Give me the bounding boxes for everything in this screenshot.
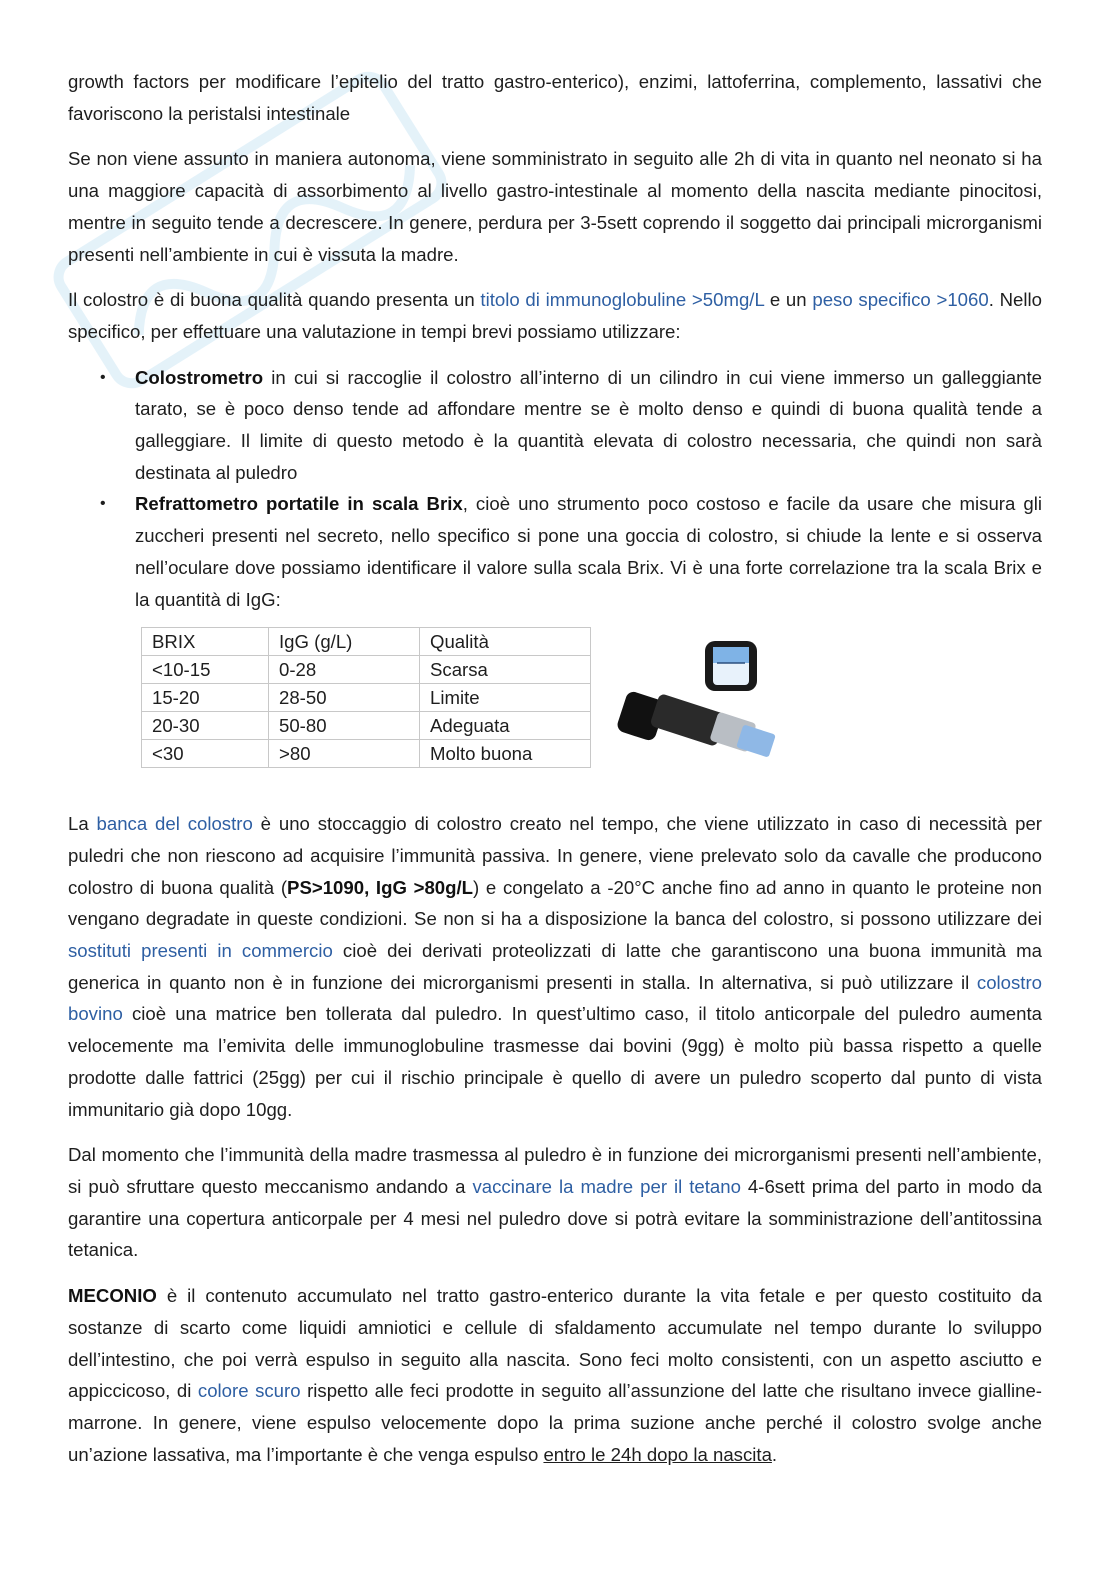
bullet-icon: • bbox=[100, 495, 106, 513]
highlight-substitutes: sostituti presenti in commercio bbox=[68, 940, 333, 962]
highlight-tetanus-vaccination: vaccinare la madre per il tetano bbox=[472, 1175, 741, 1197]
document-page bbox=[68, 66, 1042, 1484]
highlight-colostrum-bank: banca del colostro bbox=[96, 813, 253, 835]
list-item-refrattometro: • Refrattometro portatile in scala Brix, cioè uno strumento poco costoso e facile da usare che misura gli zuccheri presenti nel secreto, nello specifico si pone una goccia di colostro, si chiude la lente e si osserva nell’oculare dove possiamo identificare il valore sulla scala Brix. Vi è una forte correlazione tra la scala Brix e la quantità di IgG: bbox=[68, 488, 1042, 615]
refractometer-image bbox=[613, 637, 783, 767]
table-cell: 20-30 bbox=[142, 712, 269, 740]
paragraph-growth-factors: growth factors per modificare l’epitelio del tratto gastro-enterico), enzimi, lattoferrina, complemento, lassativi che favoriscono la peristalsi intestinale bbox=[68, 71, 1042, 124]
paragraph-quality: Il colostro è di buona qualità quando presenta un titolo di immunoglobuline >50mg/L e un peso specifico >1060. Nello specifico, per effettuare una valutazione in tempi brevi possiamo utilizzare: bbox=[68, 289, 1042, 342]
table-header-cell: IgG (g/L) bbox=[269, 628, 420, 656]
table-cell: 50-80 bbox=[269, 712, 420, 740]
table-header-cell: BRIX bbox=[142, 628, 269, 656]
highlight-immunoglobulin-titer: titolo di immunoglobuline >50mg/L bbox=[480, 289, 765, 311]
table-header-cell: Qualità bbox=[420, 628, 591, 656]
table-cell: <30 bbox=[142, 740, 269, 768]
table-row bbox=[142, 656, 591, 684]
table-cell: Scarsa bbox=[420, 656, 591, 684]
table-cell: 28-50 bbox=[269, 684, 420, 712]
paragraph-colostrum-bank: La banca del colostro è uno stoccaggio di colostro creato nel tempo, che viene utilizzato in caso di necessità per puledri che non riescono ad acquisire l’immunità passiva. In genere, viene prelevato solo da cavalle che producono colostro di buona qualità (PS>1090, IgG >80g/L) e congelato a -20°C anche fino ad anno in quanto le proteine non vengano degradate in queste condizioni. Se non si ha a disposizione la banca del colostro, si possono utilizzare dei sostituti presenti in commercio cioè dei derivati proteolizzati di latte che garantiscono una buona immunità ma generica in quanto non è in funzione dei microrganismi presenti in stalla. In alternativa, si può utilizzare il colostro bovino cioè una matrice ben tollerata dal puledro. In quest’ultimo caso, il titolo anticorpale del puledro aumenta velocemente ma l’emivita delle immunoglobuline trasmesse dai bovini (9gg) è molto più bassa rispetto a quelle prodotte dalle fattrici (25gg) per cui il rischio principale è quello di avere un puledro scoperto dal punto di vista immunitario già dopo 10gg. bbox=[68, 813, 1043, 1120]
paragraph-vaccination: Dal momento che l’immunità della madre trasmessa al puledro è in funzione dei microrganismi presenti nell’ambiente, si può sfruttare questo meccanismo andando a vaccinare la madre per il tetano 4-6sett prima del parto in modo da garantire una copertura anticorpale per 4 mesi nel puledro dove si potrà evitare la somministrazione dell’antitossina tetanica. bbox=[68, 1144, 1042, 1261]
table-row bbox=[142, 740, 591, 768]
brix-table-section bbox=[68, 627, 1042, 768]
table-row bbox=[142, 684, 591, 712]
table-header-row bbox=[142, 628, 591, 656]
highlight-specific-weight: peso specifico >1060 bbox=[812, 289, 989, 311]
table-cell: >80 bbox=[269, 740, 420, 768]
highlight-dark-color: colore scuro bbox=[197, 1380, 301, 1402]
table-cell: <10-15 bbox=[142, 656, 269, 684]
highlight-bovine-colostrum: colostro bovino bbox=[68, 971, 1042, 1025]
brix-igg-table bbox=[141, 627, 591, 768]
table-cell: 0-28 bbox=[269, 656, 420, 684]
bullet-icon: • bbox=[100, 368, 106, 386]
table-cell: Molto buona bbox=[420, 740, 591, 768]
method-list bbox=[68, 362, 1042, 616]
paragraph-meconium: MECONIO è il contenuto accumulato nel tratto gastro-enterico durante la vita fetale e per questo costituito da sostanze di scarto come liquidi amniotici e cellule di sfaldamento accumulate nel tempo durante lo sviluppo dell’intestino, che poi verrà espulso in seguito alla nascita. Sono feci molto consistenti, con un aspetto asciutto e appiccicoso, di colore scuro rispetto alle feci prodotte in seguito all’assunzione del latte che risultano invece gialline-marrone. In genere, viene espulso velocemente dopo la prima suzione anche perché il colostro svolge anche un’azione lassativa, ma l’importante è che venga espulso entro le 24h dopo la nascita. bbox=[68, 1285, 1042, 1465]
table-row bbox=[142, 712, 591, 740]
table-cell: 15-20 bbox=[142, 684, 269, 712]
table-cell: Limite bbox=[420, 684, 591, 712]
underline-24h: entro le 24h dopo la nascita bbox=[543, 1443, 772, 1465]
list-item-colostrometro: • Colostrometro in cui si raccoglie il colostro all’interno di un cilindro in cui viene immerso un galleggiante tarato, se è poco denso tende ad affondare mentre se è molto denso e quindi di buona qualità tende a galleggiare. Il limite di questo metodo è la quantità elevata di colostro necessaria, che quindi non sarà destinata al puledro bbox=[68, 362, 1042, 489]
paragraph-administration: Se non viene assunto in maniera autonoma, viene somministrato in seguito alle 2h di vita in quanto nel neonato si ha una maggiore capacità di assorbimento al livello gastro-intestinale al momento della nascita mediante pinocitosi, mentre in seguito tende a decrescere. In genere, perdura per 3-5sett coprendo il soggetto dai principali microrganismi presenti nell’ambiente in cui è vissuta la madre. bbox=[68, 148, 1042, 265]
table-cell: Adeguata bbox=[420, 712, 591, 740]
